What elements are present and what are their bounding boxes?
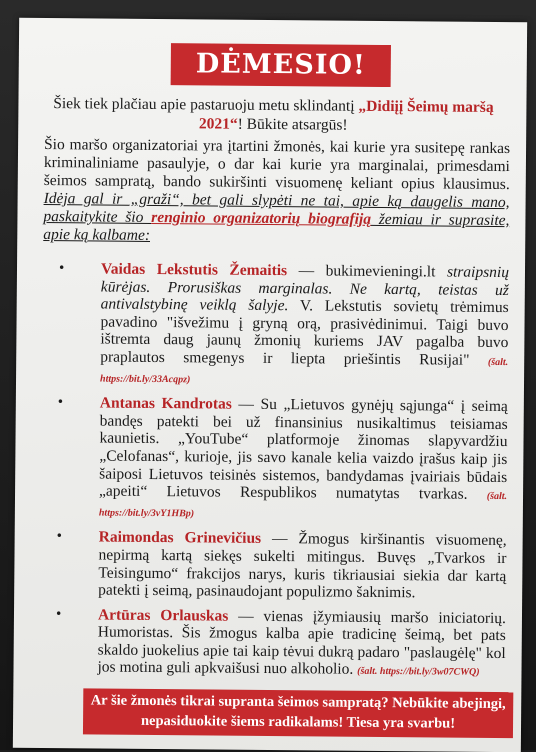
person-name: Raimondas Grinevičius [98,528,262,548]
closing-banner: Ar šie žmonės tikrai supranta šeimos sampratą? Nebūkite abejingi, nepasiduokite šiems radikalams! Tiesa yra svarbu! [83,688,513,738]
person-text: — Su „Lietuvos gynėjų sąjunga“ į seimą bandęs patekti bei už finansinius nusikaltimus teisiamas kaunietis. „YouTube“ platformoje žinomas slapyvardžiu „Celofanas“, kurioje, jis savo kanale kelia vaizdo įrašus kaip jis šaiposi Lietuvos teisinės sistemos, bandydamas įvairiais būdais „apeiti“ Lietuvos Respublikos numatytas tvarkas. [98,395,508,504]
bullet-icon: • [55,605,62,622]
bullet-icon: • [56,528,63,545]
person-name: Antanas Kandrotas [99,394,232,413]
person-text-rest: V. Lekstutis sovietų trėmimus pavadino "išvežimu į gryną orą, prasivėdinimui. Taigi buvo ištremta daug jaunų žmonių kuriems JAV pagalba buvo praplautos smegenys ir liepta priešintis Rusijai" [100,297,509,369]
person-name: Vaidas Lekstutis Žemaitis [100,260,288,280]
list-item [42,260,509,391]
person-text: — bukimevieningi.lt [287,262,448,281]
bullet-icon: • [58,260,65,277]
paragraph-underlined-bold: renginio organizatorių biografiją [151,208,372,228]
person-text: — Žmogus kiršinantis visuomenę, nepirmą kartą siekęs sukelti mitingus. Buvęs „Tvarkos ir Teisingumo“ frakcijos narys, kuris tikriausiai siekia dar kartą patekti į seimą, pasinaudojant populizmo šaknimis. [98,530,507,602]
source-link: (šalt. https://bit.ly/3w07CWQ) [357,666,480,679]
poster-sheet [13,18,527,752]
intro-suffix: ! Būkite atsargūs! [237,115,348,134]
intro-prefix: Šiek tiek plačiau apie pastaruoju metu sklindantį [53,95,359,115]
intro-paragraph [43,136,510,248]
bullet-icon: • [57,394,64,411]
poster-title: DĖMESIO! [171,43,391,87]
source-link: (šalt. https://bit.ly/3vY1HBp) [98,491,508,520]
paragraph-underlined: Idėja gal ir „graži“, bet gali slypėti ne tai, apie ką daugelis mano, paskaitykite šio [43,190,510,226]
intro-text [48,94,498,136]
person-text-italic: straipsnių kūrėjas. Prorusiškas marginalas. Ne kartą, teistas už antivalstybinę veiklą šalyje. [100,263,510,315]
organizers-list [39,260,509,689]
intro-highlight: „Didiįį Šeimų maršą 2021“ [198,97,494,133]
person-text: — vienas įžymiausių maršo iniciatorių. Humoristas. Šis žmogus kalba apie tradicinę šeimą, bet pats skaldo juokelius apie tai kaip tėvui dukrą padaro "paslaugėlę" kol jos motina guli apkvaišusi nuo alkoholio. [97,607,507,679]
source-link: (šalt. https://bit.ly/33Acqpz) [100,356,509,385]
list-item [40,528,507,602]
list-item [39,606,506,682]
person-name: Artūras Orlauskas [97,606,229,625]
paragraph-underlined-end: žemiau ir suprasite, apie ką kalbame: [43,210,510,244]
paragraph-plain: Šio maršo organizatoriai yra įtartini žmonės, kai kurie yra susitepę rankas kriminaliniame pasaulyje, o dar kai kurie yra marginalai, primesdami šeimos sampratą, bando sukiršinti visuomenę keliant opius klausimus. [43,136,511,194]
list-item [41,394,508,525]
